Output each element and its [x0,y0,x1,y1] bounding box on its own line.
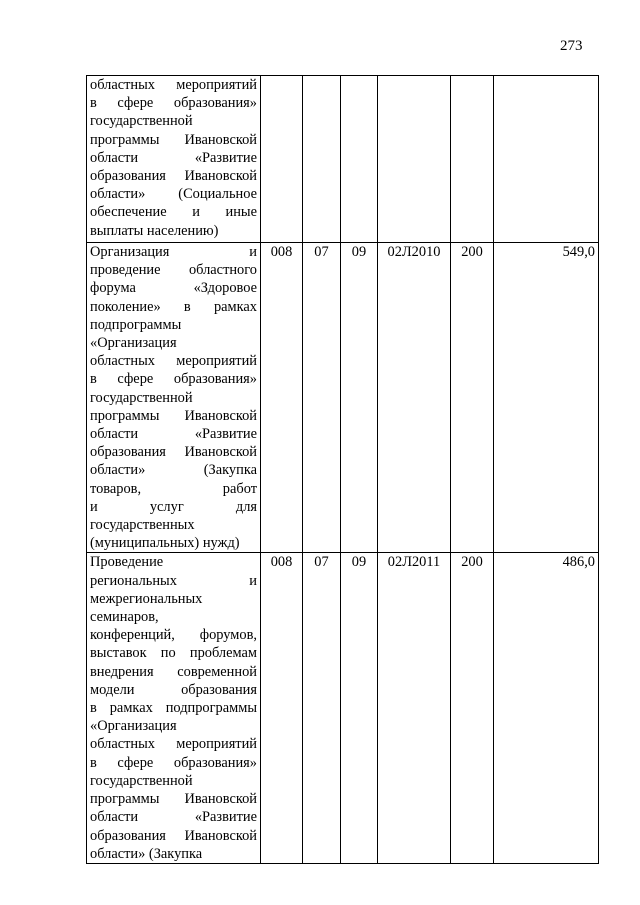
description-line: государственной [90,772,193,789]
description-line: областных мероприятий [90,77,257,93]
description-line: региональных и [90,572,257,589]
description-line: «Организация [90,335,177,352]
description-line: выплаты населению) [90,222,219,239]
description-line: выставок по проблемам [90,645,257,662]
description-line: в рамках подпрограммы [90,700,257,717]
description-line: государственной [90,389,193,406]
description-line: внедрения современной [90,663,257,680]
description-line: образования Ивановской [90,444,257,461]
description-line: поколение» в рамках [90,298,257,315]
description-line: государственной [90,113,193,130]
description-line: обеспечение и иные [90,204,257,221]
description-line: областных мероприятий [90,353,257,370]
description-line: (муниципальных) нужд) [90,535,240,552]
table-row [87,76,599,243]
budget-table-body [87,76,599,864]
ministry-code-cell: 008 [261,243,303,553]
description-line: области» (Закупка [90,845,203,862]
description-line: в сфере образования» [90,371,257,388]
expense-type-cell [451,76,494,243]
ministry-code-cell: 008 [261,553,303,863]
description-line: области «Развитие [90,149,257,166]
description-line: межрегиональных [90,590,203,607]
amount-cell: 549,0 [494,243,599,553]
description-line: области «Развитие [90,809,257,826]
subsection-code-cell: 09 [341,553,378,863]
row-description [87,243,261,553]
row-description [87,553,261,863]
description-line: области» (Закупка [90,462,257,479]
description-line: образования Ивановской [90,827,257,844]
description-line: области «Развитие [90,426,257,443]
ministry-code-cell [261,76,303,243]
description-line: в сфере образования» [90,95,257,112]
description-line: государственных [90,517,195,534]
description-line: модели образования [90,681,257,698]
amount-cell: 486,0 [494,553,599,863]
target-article-cell: 02Л2010 [378,243,451,553]
page-number: 273 [560,38,583,54]
description-line: и услуг для [90,498,257,515]
description-line: программы Ивановской [90,791,257,808]
description-line: областных мероприятий [90,736,257,753]
description-line: конференций, форумов, [90,627,257,644]
expense-type-cell: 200 [451,553,494,863]
description-line: Организация и [90,244,257,260]
description-line: Проведение [90,554,164,571]
section-code-cell: 07 [303,553,341,863]
row-description [87,76,261,243]
description-line: области» (Социальное [90,186,257,203]
description-line: программы Ивановской [90,131,257,148]
table-row [87,243,599,553]
section-code-cell: 07 [303,243,341,553]
table-row [87,553,599,863]
description-line: подпрограммы [90,316,182,333]
description-line: форума «Здоровое [90,280,257,297]
expense-type-cell: 200 [451,243,494,553]
subsection-code-cell [341,76,378,243]
description-line: в сфере образования» [90,754,257,771]
target-article-cell [378,76,451,243]
budget-table [86,75,599,864]
subsection-code-cell: 09 [341,243,378,553]
description-line: проведение областного [90,262,257,279]
description-line: семинаров, [90,609,159,626]
description-line: образования Ивановской [90,168,257,185]
target-article-cell: 02Л2011 [378,553,451,863]
amount-cell [494,76,599,243]
description-line: программы Ивановской [90,407,257,424]
section-code-cell [303,76,341,243]
description-line: «Организация [90,718,177,735]
description-line: товаров, работ [90,480,257,497]
